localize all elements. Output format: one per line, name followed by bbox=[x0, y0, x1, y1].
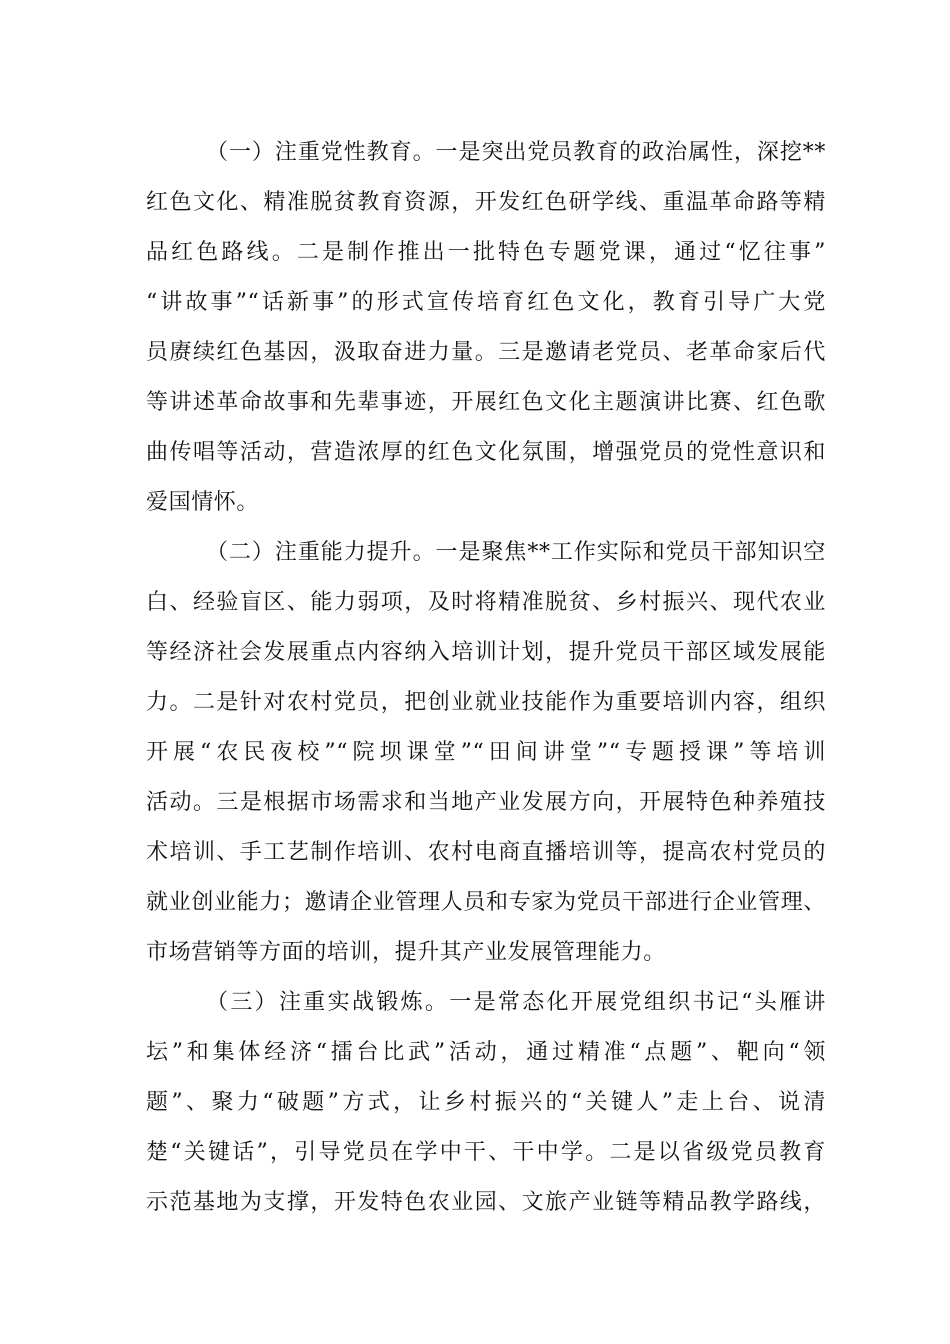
text-line: 曲传唱等活动，营造浓厚的红色文化氛围，增强党员的党性意识和 bbox=[146, 440, 826, 465]
paragraph-party-spirit-education bbox=[146, 128, 826, 528]
text-line: 题”、聚力“破题”方式，让乡村振兴的“关键人”走上台、说清 bbox=[146, 1090, 826, 1115]
text-line: 就业创业能力；邀请企业管理人员和专家为党员干部进行企业管理、 bbox=[146, 890, 826, 915]
text-line: 活动。三是根据市场需求和当地产业发展方向，开展特色种养殖技 bbox=[146, 790, 826, 815]
text-line: 红色文化、精准脱贫教育资源，开发红色研学线、重温革命路等精 bbox=[146, 190, 826, 215]
text-line: （三）注重实战锻炼。一是常态化开展党组织书记“头雁讲 bbox=[206, 990, 826, 1015]
text-line: 力。二是针对农村党员，把创业就业技能作为重要培训内容，组织 bbox=[146, 690, 826, 715]
document-body bbox=[146, 128, 826, 1228]
text-line: 等经济社会发展重点内容纳入培训计划，提升党员干部区域发展能 bbox=[146, 640, 826, 665]
paragraph-practical-training bbox=[146, 978, 826, 1228]
text-line: “讲故事”“话新事”的形式宣传培育红色文化，教育引导广大党 bbox=[146, 290, 826, 315]
text-line: 品红色路线。二是制作推出一批特色专题党课，通过“忆往事” bbox=[146, 240, 826, 265]
text-line: 楚“关键话”，引导党员在学中干、干中学。二是以省级党员教育 bbox=[146, 1140, 826, 1165]
text-line: 术培训、手工艺制作培训、农村电商直播培训等，提高农村党员的 bbox=[146, 840, 826, 865]
text-line: 等讲述革命故事和先辈事迹，开展红色文化主题演讲比赛、红色歌 bbox=[146, 390, 826, 415]
text-line: 白、经验盲区、能力弱项，及时将精准脱贫、乡村振兴、现代农业 bbox=[146, 590, 826, 615]
text-line: 开展“农民夜校”“院坝课堂”“田间讲堂”“专题授课”等培训 bbox=[146, 740, 826, 765]
text-line: 市场营销等方面的培训，提升其产业发展管理能力。 bbox=[146, 940, 666, 965]
text-line: 坛”和集体经济“擂台比武”活动，通过精准“点题”、靶向“领 bbox=[146, 1040, 826, 1065]
text-line: 员赓续红色基因，汲取奋进力量。三是邀请老党员、老革命家后代 bbox=[146, 340, 826, 365]
paragraph-capability-improvement bbox=[146, 528, 826, 978]
text-line: 示范基地为支撑，开发特色农业园、文旅产业链等精品教学路线， bbox=[146, 1190, 826, 1215]
text-line: （一）注重党性教育。一是突出党员教育的政治属性，深挖** bbox=[206, 140, 826, 165]
text-line: 爱国情怀。 bbox=[146, 490, 260, 515]
text-line: （二）注重能力提升。一是聚焦**工作实际和党员干部知识空 bbox=[206, 540, 826, 565]
